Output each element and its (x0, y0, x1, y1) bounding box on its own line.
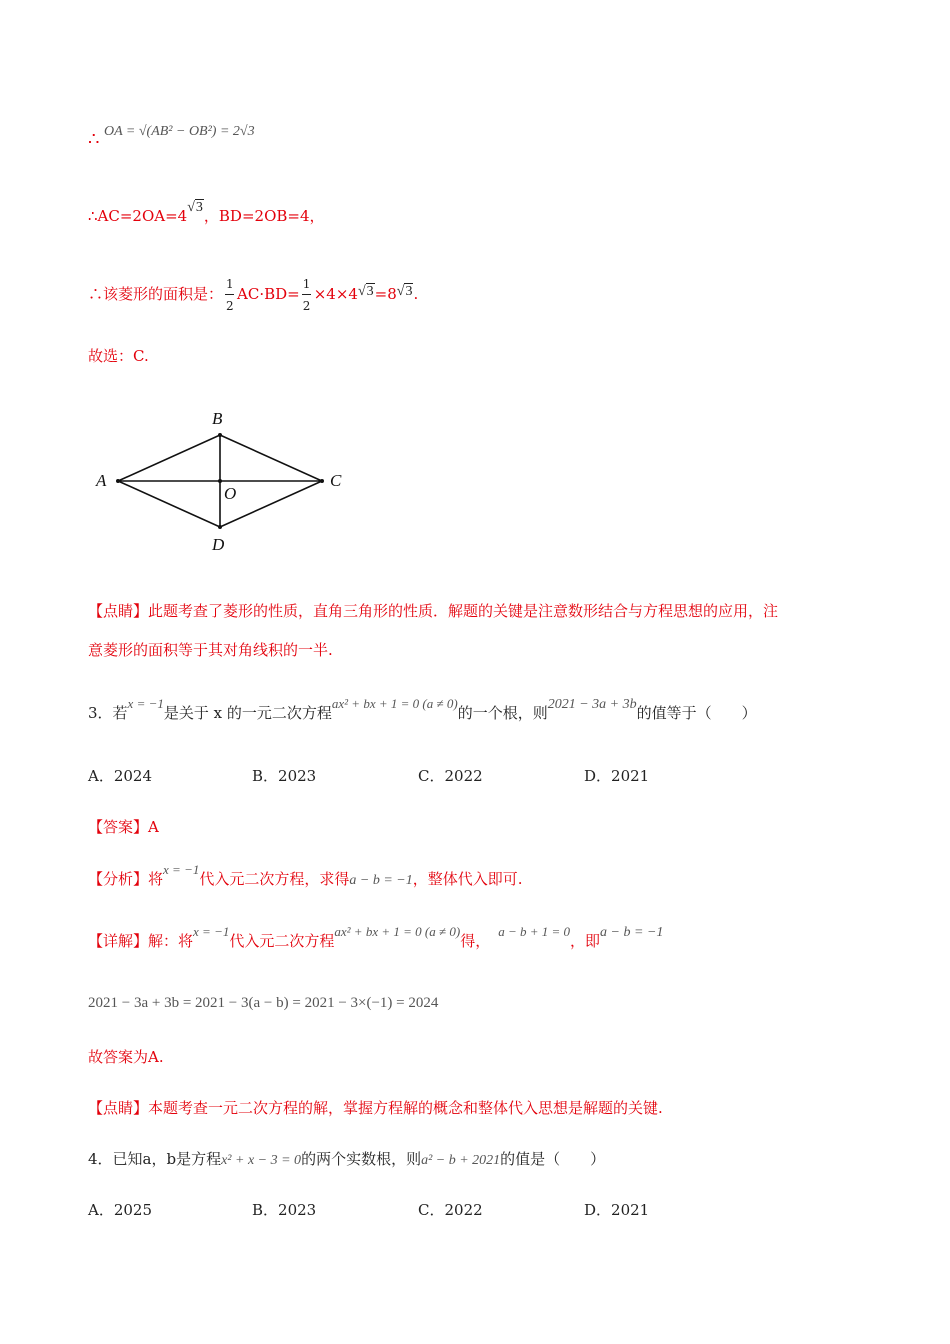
point-b (218, 433, 222, 437)
detail-math-x: x = −1 (193, 924, 230, 939)
ac-bd-suffix: ，BD=2OB=4， (203, 207, 325, 225)
frac2-den: 2 (302, 299, 311, 313)
analysis-text-1: 将 (148, 870, 164, 888)
q4-option-b: B．2023 (252, 1201, 317, 1219)
q4-option-c: C．2022 (418, 1201, 483, 1219)
question-3 (88, 696, 757, 725)
area-mid: AC·BD= (237, 285, 300, 303)
question-4 (88, 1149, 605, 1171)
q3-text-1: 3．若 (88, 704, 128, 722)
q3-text-4: 的值等于（ ） (636, 704, 757, 722)
q3-option-c: C．2022 (418, 767, 483, 785)
analysis-math-ab: a − b = −1 (349, 873, 413, 888)
q3-option-d: D．2021 (584, 767, 650, 785)
rhombus-figure (90, 405, 350, 555)
detail-text-2: 代入元二次方程 (229, 932, 335, 950)
ac-sqrt-3-radicand: 3 (195, 200, 203, 215)
oa-formula-text: OA = √(AB² − OB²) = 2√3 (104, 124, 255, 139)
ac-bd-prefix: ∴AC=2OA=4 (88, 207, 188, 225)
detail-text-4: ，即 (570, 932, 601, 950)
area-sqrt-3b-radicand: 3 (405, 284, 413, 299)
area-eq: =8 (374, 285, 397, 303)
q4-math-expression: a² − b + 2021 (421, 1153, 501, 1168)
area-sqrt-3a: √3 (357, 284, 374, 299)
q3-text-3: 的一个根，则 (457, 704, 548, 722)
label-a: A (96, 471, 107, 490)
ac-sqrt-3: √3 (187, 200, 203, 215)
area-end: . (413, 285, 419, 303)
area-mid2: ×4×4 (313, 285, 358, 303)
calc-line (88, 992, 438, 1013)
analysis-tag: 【分析】 (88, 870, 149, 888)
comment-3: 【点睛】本题考查一元二次方程的解，掌握方程解的概念和整体代入思想是解题的关键. (88, 1099, 663, 1117)
detail-tag: 【详解】 (88, 932, 149, 950)
comment-1-line2: 意菱形的面积等于其对角线积的一半. (88, 641, 333, 659)
q3-math-expression: 2021 − 3a + 3b (547, 697, 637, 712)
therefore-line-oa (88, 130, 99, 150)
conclusion-3: 故答案为A. (88, 1048, 164, 1066)
q4-option-a: A．2025 (88, 1201, 153, 1219)
area-prefix: ∴该菱形的面积是： (88, 285, 224, 303)
point-o (218, 479, 222, 483)
detail-text-3: 得， (460, 932, 491, 950)
therefore-symbol: ∴ (88, 129, 100, 150)
label-b: B (212, 409, 223, 428)
point-d (218, 525, 222, 529)
q4-math-equation: x² + x − 3 = 0 (221, 1153, 302, 1168)
detail-math-ab: a − b = −1 (600, 925, 664, 940)
q3-math-equation: ax² + bx + 1 = 0 (a ≠ 0) (331, 696, 458, 711)
choice-line: 故选：C. (88, 347, 149, 365)
label-o: O (224, 484, 237, 503)
frac1-den: 2 (226, 299, 234, 313)
label-d: D (212, 535, 225, 554)
area-line (88, 276, 418, 314)
q4-text-2: 的两个实数根，则 (301, 1150, 422, 1168)
q3-option-a: A．2024 (88, 767, 153, 785)
calc-expression: 2021 − 3a + 3b = 2021 − 3(a − b) = 2021 − 3×(−1) = 2024 (88, 995, 439, 1011)
area-sqrt-3a-radicand: 3 (366, 284, 374, 299)
q3-option-b: B．2023 (252, 767, 317, 785)
comment-1-line1: 【点睛】此题考查了菱形的性质，直角三角形的性质．解题的关键是注意数形结合与方程思想的应用，注 (88, 602, 779, 620)
q4-text-1: 4．已知a，b是方程 (88, 1150, 222, 1168)
point-c (320, 479, 324, 483)
area-sqrt-3b: √3 (396, 284, 413, 299)
detail-math-equation: ax² + bx + 1 = 0 (a ≠ 0) (334, 924, 461, 939)
half-fraction-2 (302, 277, 312, 313)
answer-3: 【答案】A (88, 818, 159, 836)
analysis-3 (88, 862, 523, 891)
oa-formula (104, 120, 255, 142)
half-fraction-1 (225, 277, 235, 313)
label-c: C (330, 471, 342, 490)
q3-text-2: 是关于 x 的一元二次方程 (163, 704, 332, 722)
frac1-num: 1 (226, 277, 234, 291)
q3-math-x: x = −1 (127, 696, 164, 711)
detail-text-1: 解：将 (148, 932, 194, 950)
detail-3 (88, 924, 664, 953)
ac-bd-line (88, 200, 325, 228)
analysis-math-x: x = −1 (163, 862, 200, 877)
q4-text-3: 的值是（ ） (500, 1150, 606, 1168)
detail-math-ab1: a − b + 1 = 0 (498, 924, 571, 939)
analysis-text-2: 代入元二次方程，求得 (199, 870, 350, 888)
analysis-text-3: ，整体代入即可. (412, 870, 523, 888)
point-a (116, 479, 120, 483)
q4-option-d: D．2021 (584, 1201, 650, 1219)
frac2-num: 1 (302, 277, 311, 291)
